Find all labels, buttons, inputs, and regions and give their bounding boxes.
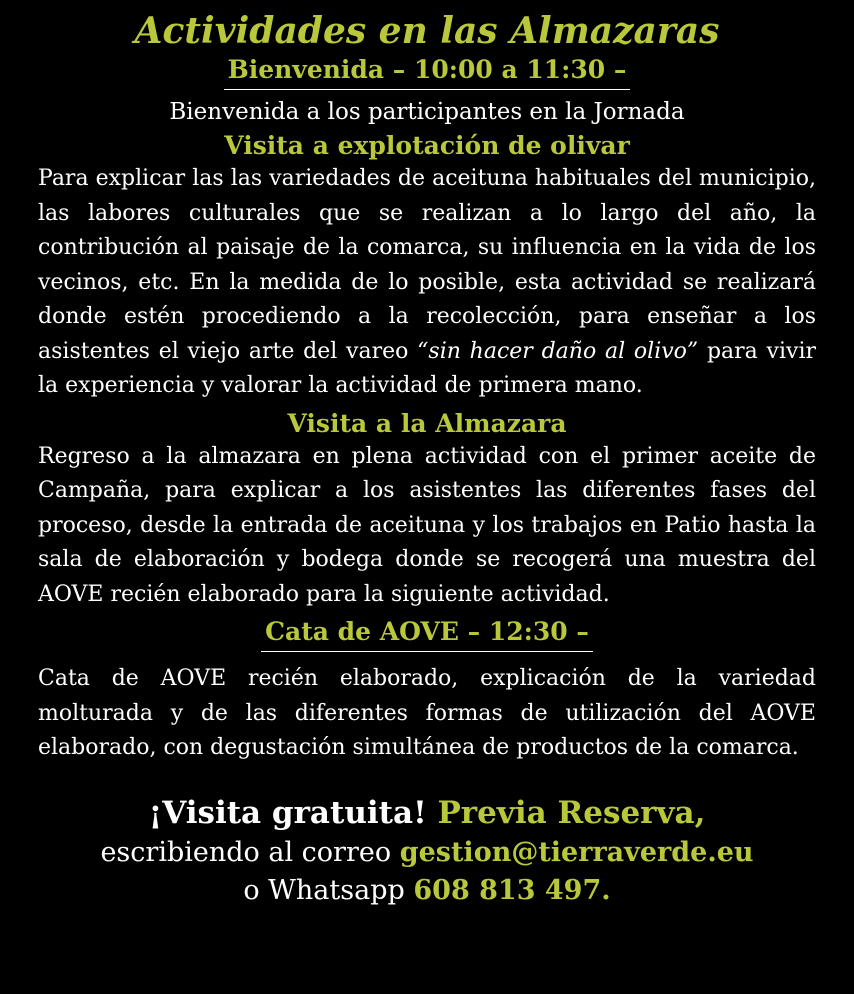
free-visit-text: ¡Visita gratuita! — [148, 794, 427, 831]
olive-grove-text-before: Para explicar las las variedades de aceituna habituales del municipio, las labores culturales que se realizan a lo largo del año, la contribución al paisaje de la comarca, su influencia en la vida de los vecinos, etc. En la medida de lo posible, esta actividad se realizará donde estén procediendo a la recolección, para enseñar a los asistentes el viejo arte del vareo — [38, 166, 816, 364]
email-prefix: escribiendo al correo — [100, 836, 392, 868]
olive-grove-text-after: para vivir la experiencia y valorar la actividad de primera mano. — [38, 338, 817, 398]
mill-text: Regreso a la almazara en plena actividad con el primer aceite de Campaña, para explicar a los asistentes las diferentes fases del proceso, desde la entrada de aceituna y los trabajos en Patio hasta la sala de elaboración y bodega donde se recogerá una muestra del AOVE recién elaborado para la siguiente actividad. — [38, 443, 816, 607]
email-link[interactable]: gestion@tierraverde.eu — [399, 836, 754, 868]
olive-grove-quote: “sin hacer daño al olivo” — [417, 338, 699, 364]
olive-grove-text — [38, 162, 816, 404]
free-visit-line — [38, 792, 816, 834]
mill-heading: Visita a la Almazara — [287, 408, 567, 438]
phone-number[interactable]: 608 813 497. — [413, 874, 611, 906]
tasting-heading — [38, 616, 816, 652]
tasting-text: Cata de AOVE recién elaborado, explicación de la variedad molturada y de las diferentes formas de utilización del AOVE elaborado, con degustación simultánea de productos de la comarca. — [38, 666, 816, 760]
reservation-text: Previa Reserva, — [437, 794, 706, 831]
olive-grove-heading: Visita a explotación de olivar — [224, 131, 630, 160]
phone-prefix: o Whatsapp — [243, 874, 405, 906]
tasting-heading-text: Cata de AOVE – 12:30 – — [261, 616, 593, 652]
page-title: Actividades en las Almazaras — [134, 10, 720, 52]
welcome-text: Bienvenida a los participantes en la Jornada — [169, 99, 685, 125]
welcome-heading — [38, 54, 816, 90]
phone-line — [38, 872, 816, 910]
welcome-heading-text: Bienvenida – 10:00 a 11:30 – — [224, 54, 631, 90]
email-line — [38, 834, 816, 872]
